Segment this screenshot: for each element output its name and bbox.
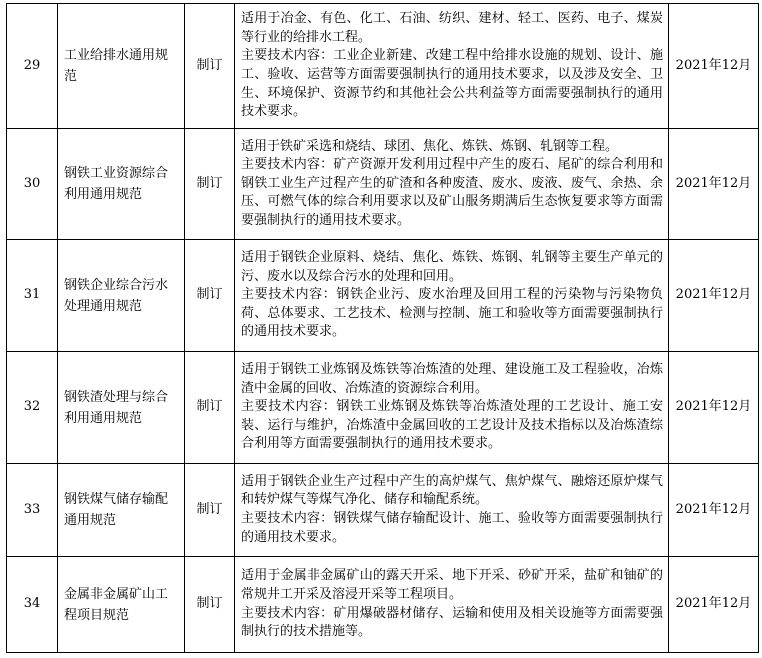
row-number: 32 [7, 352, 58, 464]
standard-name: 金属非金属矿山工程项目规范 [58, 557, 185, 653]
row-number: 31 [7, 240, 58, 352]
completion-date: 2021年12月 [669, 129, 759, 240]
completion-date: 2021年12月 [669, 464, 759, 557]
applicable-scope: 适用于钢铁工业炼钢及炼铁等冶炼渣的处理、建设施工及工程验收，冶炼渣中金属的回收、冶炼渣的资源综合利用。 [241, 362, 663, 396]
work-type: 制订 [185, 352, 235, 464]
standard-name: 工业给排水通用规范 [58, 4, 185, 129]
work-type: 制订 [185, 240, 235, 352]
applicable-scope: 适用于钢铁企业原料、烧结、焦化、炼铁、炼钢、轧钢等主要生产单元的污、废水以及综合污水的处理和回用。 [241, 250, 663, 284]
applicable-scope: 适用于冶金、有色、化工、石油、纺织、建材、轻工、医药、电子、煤炭等行业的给排水工程。 [241, 11, 663, 45]
standard-description [235, 4, 669, 129]
applicable-scope: 适用于铁矿采选和烧结、球团、焦化、炼铁、炼钢、轧钢等工程。 [241, 138, 619, 154]
work-type: 制订 [185, 4, 235, 129]
row-number: 33 [7, 464, 58, 557]
row-number: 30 [7, 129, 58, 240]
completion-date: 2021年12月 [669, 4, 759, 129]
main-technical-content: 主要技术内容：钢铁煤气储存输配设计、施工、验收等方面需要强制执行的通用技术要求。 [241, 511, 663, 545]
completion-date: 2021年12月 [669, 557, 759, 653]
main-technical-content: 主要技术内容：钢铁企业污、废水治理及回用工程的污染物与污染物负荷、总体要求、工艺技术、检测与控制、施工和验收等方面需要强制执行的通用技术要求。 [241, 287, 663, 340]
standard-name: 钢铁工业资源综合利用通用规范 [58, 129, 185, 240]
standards-table [6, 3, 759, 653]
row-number: 34 [7, 557, 58, 653]
table-row [7, 464, 759, 557]
row-number: 29 [7, 4, 58, 129]
applicable-scope: 适用于金属非金属矿山的露天开采、地下开采、砂矿开采，盐矿和铀矿的常规井工开采及溶浸开采等工程项目。 [241, 568, 663, 602]
main-technical-content: 主要技术内容：工业企业新建、改建工程中给排水设施的规划、设计、施工、验收、运营等方面需要强制执行的通用技术要求，以及涉及安全、卫生、环境保护、资源节约和其他社会公共利益等方面需要强制执行的通用技术要求。 [241, 48, 663, 120]
table-row [7, 557, 759, 653]
standard-description [235, 464, 669, 557]
table-row [7, 129, 759, 240]
work-type: 制订 [185, 464, 235, 557]
main-technical-content: 主要技术内容：钢铁工业炼钢及炼铁等冶炼渣处理的工艺设计、施工安装、运行与维护，冶炼渣中金属回收的工艺设计及技术指标以及冶炼渣综合利用等方面需要强制执行的通用技术要求。 [241, 399, 663, 452]
standard-name: 钢铁渣处理与综合利用通用规范 [58, 352, 185, 464]
completion-date: 2021年12月 [669, 352, 759, 464]
standard-name: 钢铁企业综合污水处理通用规范 [58, 240, 185, 352]
applicable-scope: 适用于钢铁企业生产过程中产生的高炉煤气、焦炉煤气、融熔还原炉煤气和转炉煤气等煤气净化、储存和输配系统。 [241, 473, 663, 508]
standard-description [235, 129, 669, 240]
work-type: 制订 [185, 129, 235, 240]
standard-description [235, 240, 669, 352]
standard-name: 钢铁煤气储存输配通用规范 [58, 464, 185, 557]
main-technical-content: 主要技术内容：矿用爆破器材储存、运输和使用及相关设施等方面需要强制执行的技术措施等。 [241, 605, 663, 640]
standard-description [235, 557, 669, 653]
main-technical-content: 主要技术内容：矿产资源开发利用过程中产生的废石、尾矿的综合利用和钢铁工业生产过程产生的矿渣和各种废渣、废水、废液、废气、余热、余压、可燃气体的综合利用要求以及矿山服务期满后生态恢复要求等方面需要强制执行的通用技术要求。 [241, 157, 663, 228]
work-type: 制订 [185, 557, 235, 653]
table-row [7, 4, 759, 129]
standard-description [235, 352, 669, 464]
completion-date: 2021年12月 [669, 240, 759, 352]
table-row [7, 352, 759, 464]
table-row [7, 240, 759, 352]
